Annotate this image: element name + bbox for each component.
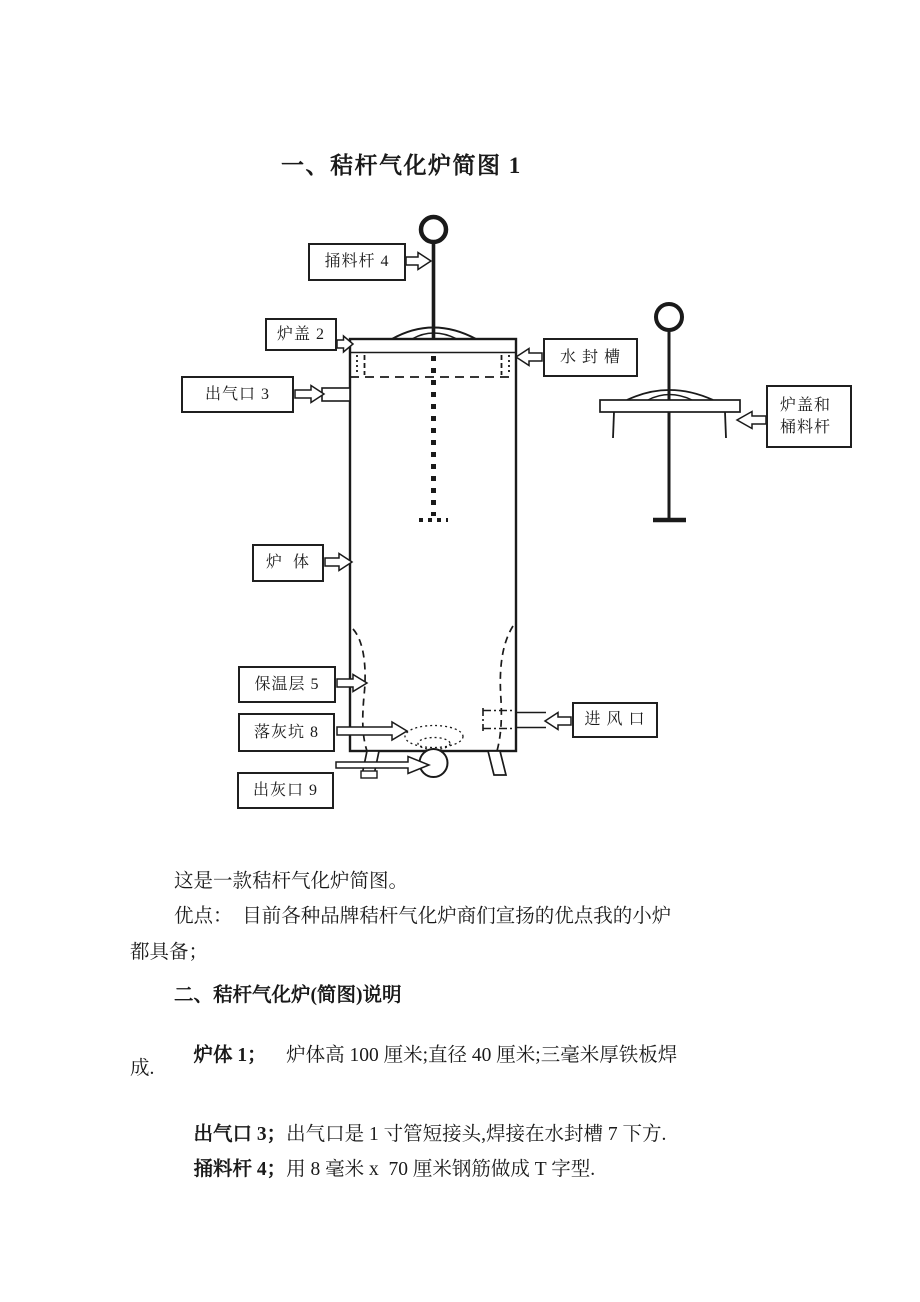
main-furnace-drawing <box>322 217 546 778</box>
label-water-seal: 水 封 槽 <box>543 338 638 377</box>
paragraph-furnace-spec-cont: 成. <box>130 1058 155 1079</box>
page-title: 一、秸杆气化炉简图 1 <box>281 153 522 178</box>
air-inlet-arrow <box>545 713 571 730</box>
label-ash-outlet: 出灰口 9 <box>237 772 334 809</box>
poker-rod-arrow <box>406 253 431 270</box>
label-furnace-lid: 炉盖 2 <box>265 318 337 351</box>
label-gas-outlet: 出气口 3 <box>181 376 294 413</box>
furnace-body-arrow <box>325 554 352 571</box>
furnace-body-outline <box>350 339 516 751</box>
lid-rod-detail-drawing <box>600 304 740 520</box>
label-insulation: 保温层 5 <box>238 666 336 703</box>
ash-outlet-arrow <box>336 757 429 774</box>
paragraph-rod-spec: 捅料杆 4；用 8 毫米 x 70 厘米钢筋做成 T 字型. <box>193 1159 596 1181</box>
paragraph-furnace-spec: 炉体 1； 炉体高 100 厘米;直径 40 厘米;三毫米厚铁板焊 <box>193 1045 678 1067</box>
term-poker-rod: 捅料杆 4； <box>193 1159 287 1181</box>
paragraph-intro: 这是一款秸杆气化炉简图。 <box>174 871 409 892</box>
poker-rod-ring <box>421 217 446 242</box>
water-seal-arrow <box>516 349 542 366</box>
section-heading: 二、秸杆气化炉(简图)说明 <box>174 985 402 1006</box>
term-furnace-body: 炉体 1； <box>193 1045 267 1067</box>
label-furnace-body: 炉 体 <box>252 544 324 582</box>
furnace-leg-right <box>488 751 506 775</box>
term-gas-outlet: 出气口 3； <box>193 1124 287 1146</box>
detail-lid-plate <box>600 400 740 412</box>
label-poker-rod: 捅料杆 4 <box>308 243 406 281</box>
gas-outlet-arrow <box>295 386 324 403</box>
detail-ring <box>656 304 682 330</box>
label-ash-pit: 落灰坑 8 <box>238 713 335 752</box>
leg-foot <box>361 771 377 778</box>
paragraph-advantage-cont: 都具备； <box>130 942 209 963</box>
paragraph-advantage: 优点： 目前各种品牌秸杆气化炉商们宣扬的优点我的小炉 <box>174 906 672 927</box>
paragraph-outlet-spec: 出气口 3；出气口是 1 寸管短接头,焊接在水封槽 7 下方. <box>193 1124 667 1146</box>
label-air-inlet: 进 风 口 <box>572 702 658 738</box>
lid-and-rod-arrow <box>737 412 766 429</box>
gas-outlet-stub <box>322 388 350 401</box>
label-lid-and-rod: 炉盖和 桶料杆 <box>766 385 852 448</box>
